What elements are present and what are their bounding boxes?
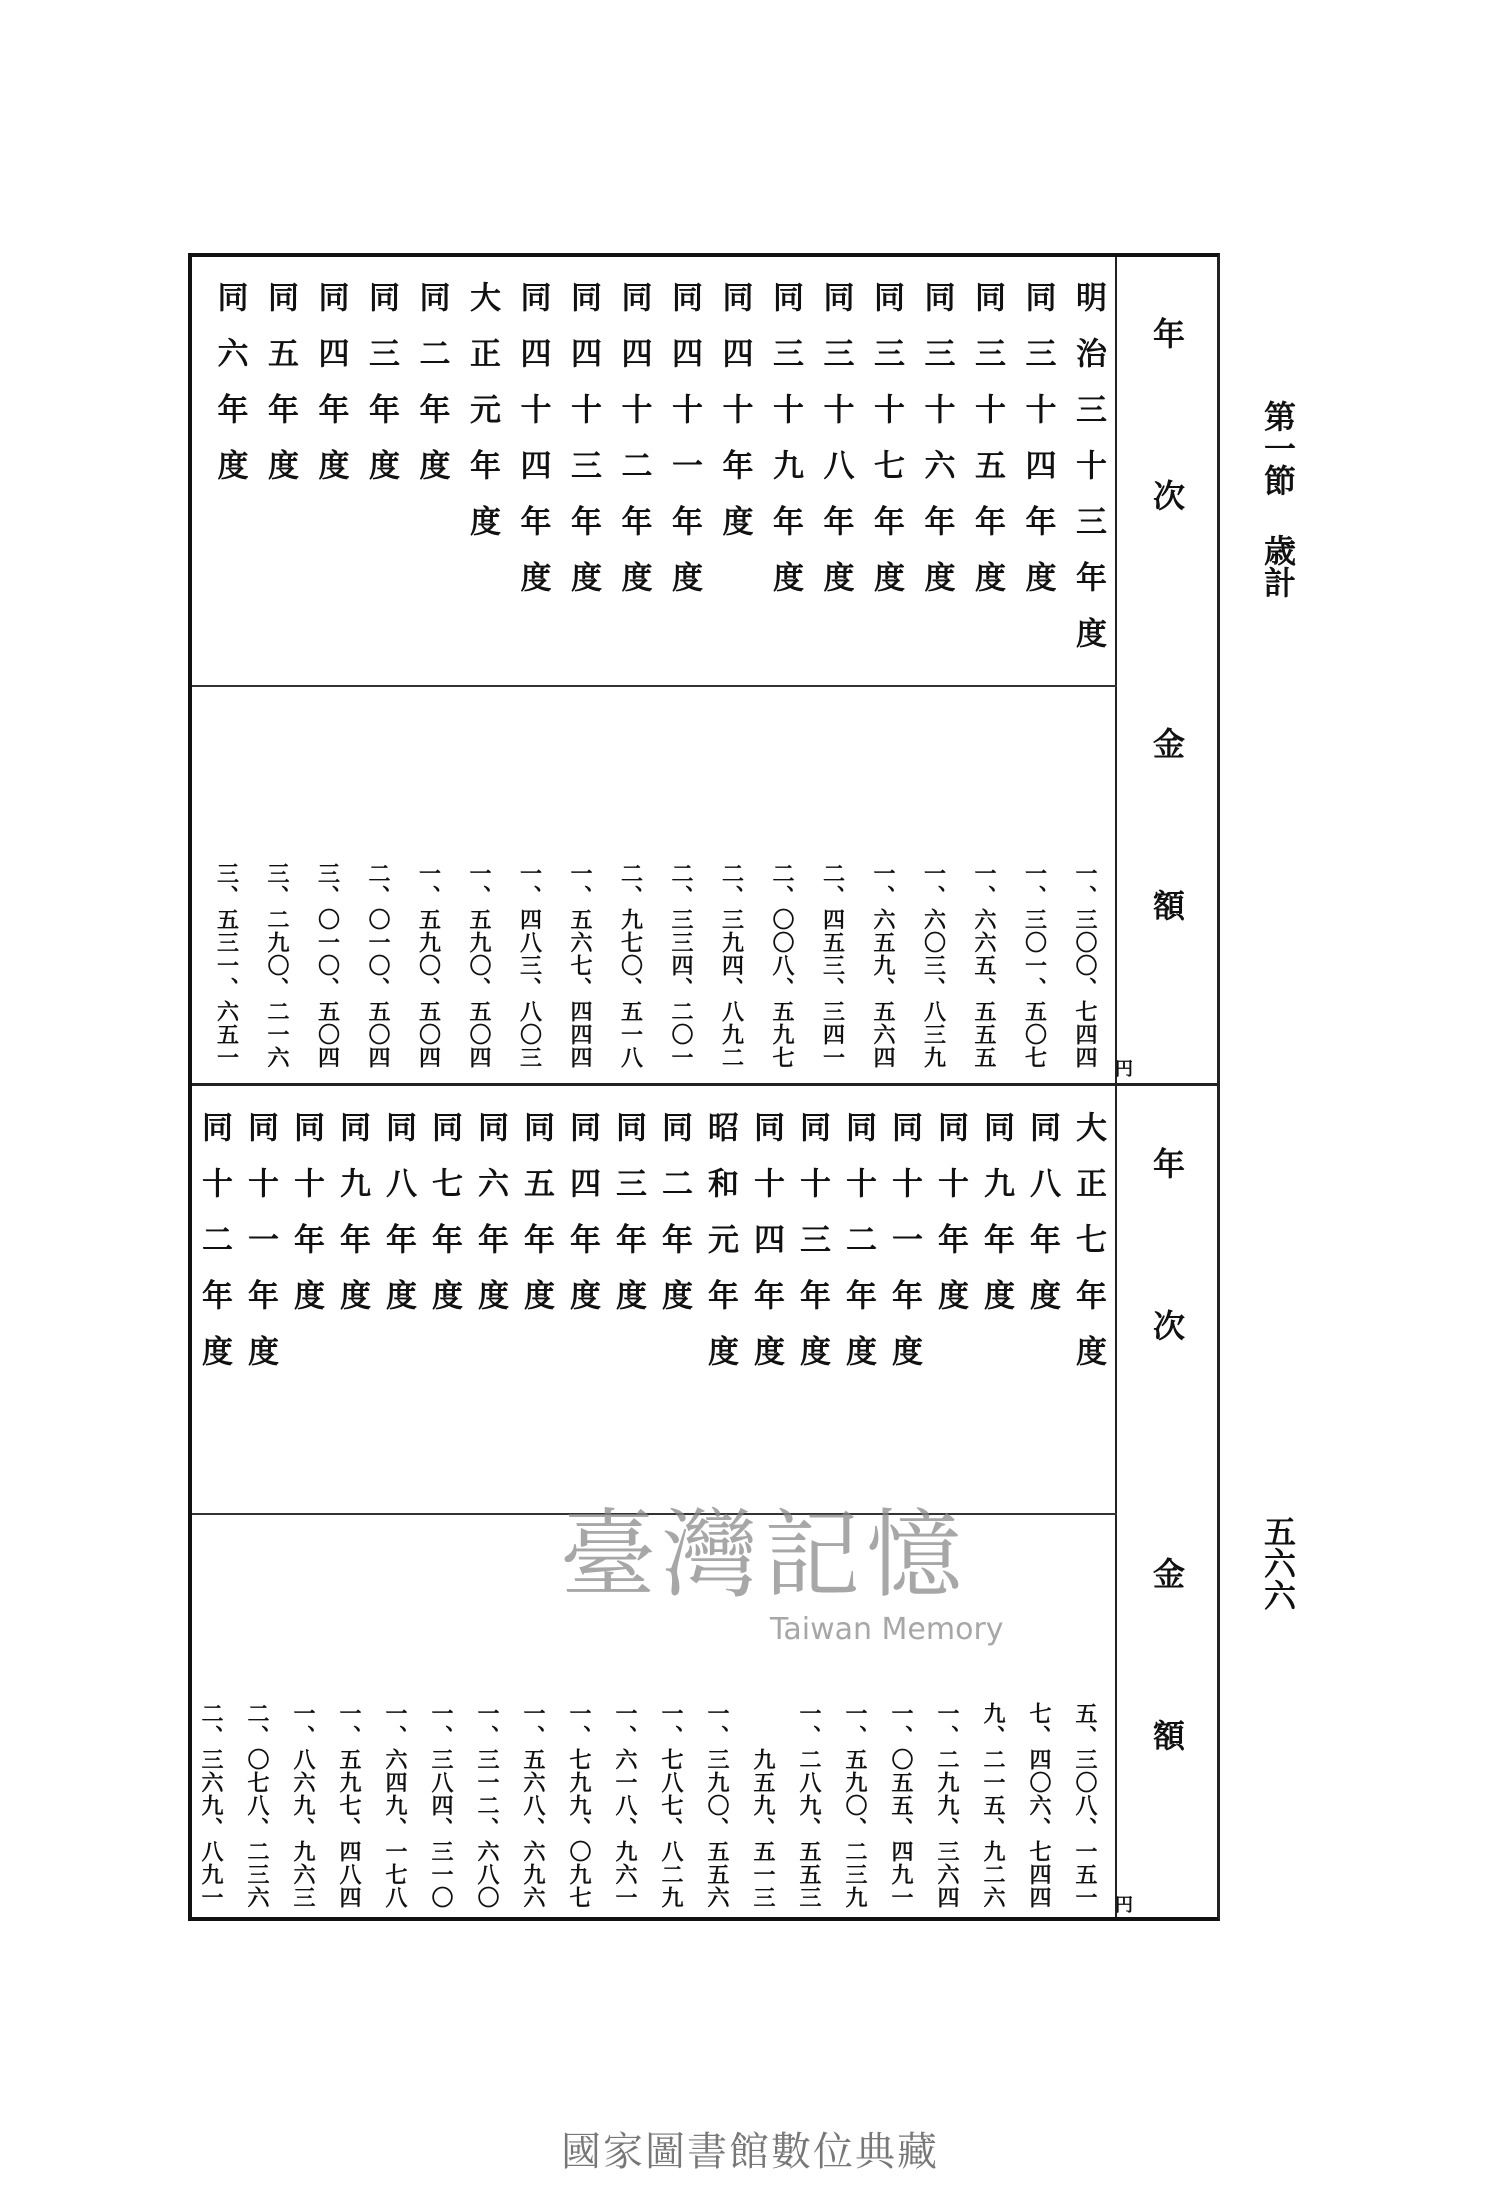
amount-cell: 一、六五九、五六四 xyxy=(870,862,896,1069)
watermark-cn: 臺灣記憶 xyxy=(560,1499,968,1611)
amount-cell: 一、三八四、三一〇 xyxy=(428,1702,454,1909)
amount-cell: 一、五九七、四八四 xyxy=(336,1702,362,1909)
amount-cell: 二、三三四、二〇一 xyxy=(668,862,694,1069)
year-cell: 同四十四年度 xyxy=(514,281,551,617)
year-cell: 同九年度 xyxy=(978,1111,1014,1335)
page-number: 五六六 xyxy=(1259,1515,1297,1611)
amount-cell: 二、〇一〇、五〇四 xyxy=(365,862,391,1069)
year-cell: 同八年度 xyxy=(1024,1111,1060,1335)
year-cell: 同八年度 xyxy=(380,1111,416,1335)
year-cell: 同十三年度 xyxy=(794,1111,830,1391)
year-cell: 同四十二年度 xyxy=(615,281,652,617)
amount-cell: 三、二九〇、二一六 xyxy=(264,862,290,1069)
amount-cell: 一、五六八、六九六 xyxy=(520,1702,546,1909)
year-cell: 大正七年度 xyxy=(1070,1111,1106,1391)
year-cell: 大正元年度 xyxy=(464,281,500,561)
header-amount-label: 金額 xyxy=(1148,727,1186,1051)
amount-cell: 二、九七〇、五一八 xyxy=(617,862,644,1069)
year-cell: 同十年度 xyxy=(288,1111,324,1335)
header-year-label: 年次 xyxy=(1148,1147,1186,1471)
header-amount-bottom xyxy=(1117,1557,1217,1881)
year-cell: 同三十四年度 xyxy=(1019,281,1056,617)
amount-cell: 一、六六五、五五五 xyxy=(971,862,997,1069)
amount-cell: 一、二八九、五五三 xyxy=(796,1702,822,1909)
amount-cell: 一、六〇三、八三九 xyxy=(920,862,947,1069)
year-cell: 同二年度 xyxy=(413,281,450,505)
header-year-label: 年次 xyxy=(1148,317,1186,641)
amount-cell: 二、四五三、三四一 xyxy=(819,862,846,1069)
year-cell: 同四十三年度 xyxy=(565,281,601,617)
amount-cell: 三、〇一〇、五〇四 xyxy=(314,862,341,1069)
amount-cell: 九、二一五、九二六 xyxy=(980,1702,1006,1909)
amount-cell: 九五九、五一三 xyxy=(750,1748,776,1909)
amount-cell: 五、三〇八、一五一 xyxy=(1072,1702,1098,1909)
amount-cell: 一、三〇一、五〇七 xyxy=(1021,862,1048,1069)
year-cell: 同四年度 xyxy=(312,281,349,505)
amount-cell: 一、五九〇、五〇四 xyxy=(415,862,442,1069)
amount-cell: 一、三一二、六八〇 xyxy=(474,1702,500,1909)
amount-cell: 一、六四九、一七八 xyxy=(382,1702,408,1909)
footer-credit: 國家圖書館數位典藏 xyxy=(561,2129,939,2175)
amount-cell: 一、八六九、九六三 xyxy=(290,1702,316,1909)
year-cell: 同三年度 xyxy=(610,1111,646,1335)
watermark xyxy=(560,1500,1004,1650)
header-amount-top xyxy=(1117,727,1217,1051)
section-title: 第一節 歳計 xyxy=(1259,400,1297,598)
year-cell: 同五年度 xyxy=(262,281,298,505)
amount-cell: 二、〇〇八、五九七 xyxy=(769,862,795,1069)
header-year-bottom xyxy=(1117,1147,1217,1471)
year-cell: 同三十九年度 xyxy=(767,281,803,617)
amount-cell: 一、七九九、〇九七 xyxy=(566,1702,592,1909)
year-cell: 同四十年度 xyxy=(716,281,753,561)
yen-unit-bottom: 円 xyxy=(1115,1895,1133,1916)
header-amount-label: 金額 xyxy=(1148,1557,1186,1881)
amount-cell: 二、〇七八、二三六 xyxy=(244,1702,270,1909)
year-cell: 同二年度 xyxy=(656,1111,692,1335)
year-cell: 同十年度 xyxy=(932,1111,968,1335)
year-cell: 同三十五年度 xyxy=(969,281,1005,617)
year-cell: 同十一年度 xyxy=(242,1111,278,1391)
amount-cell: 一、五六七、四四四 xyxy=(567,862,593,1069)
amount-cell: 一、五九〇、五〇四 xyxy=(466,862,492,1069)
year-cell: 同四十一年度 xyxy=(666,281,702,617)
amount-cell: 一、三〇〇、七四四 xyxy=(1072,862,1098,1069)
year-cell: 昭和元年度 xyxy=(702,1111,738,1391)
section-divider xyxy=(192,1083,1217,1086)
year-cell: 同七年度 xyxy=(426,1111,462,1335)
amount-cell: 一、七八七、八二九 xyxy=(658,1702,684,1909)
amount-cell: 二、三九四、八九二 xyxy=(718,862,745,1069)
year-cell: 同九年度 xyxy=(334,1111,370,1335)
year-cell: 同十二年度 xyxy=(196,1111,232,1391)
year-cell: 同十四年度 xyxy=(748,1111,784,1391)
revenue-table xyxy=(188,253,1220,1921)
year-cell: 同三十七年度 xyxy=(868,281,904,617)
year-cell: 同四年度 xyxy=(564,1111,600,1335)
amount-cell: 一、六一八、九六一 xyxy=(612,1702,638,1909)
amount-cell: 七、四〇六、七四四 xyxy=(1026,1702,1052,1909)
amount-cell: 一、〇五五、四九一 xyxy=(888,1702,914,1909)
year-cell: 同三十六年度 xyxy=(918,281,955,617)
watermark-en: Taiwan Memory xyxy=(770,1612,1004,1647)
year-amount-divider-top xyxy=(192,685,1117,687)
amount-cell: 一、五九〇、二三九 xyxy=(842,1702,868,1909)
year-cell: 同六年度 xyxy=(211,281,248,505)
header-column xyxy=(1115,257,1217,1917)
year-cell: 同三十八年度 xyxy=(817,281,854,617)
yen-unit-top: 円 xyxy=(1115,1059,1133,1080)
year-cell: 同十一年度 xyxy=(886,1111,922,1391)
header-year-top xyxy=(1117,317,1217,641)
amount-cell: 三、五三一、六五一 xyxy=(213,862,240,1069)
year-cell: 同十二年度 xyxy=(840,1111,876,1391)
amount-cell: 二、三六九、八九一 xyxy=(198,1702,224,1909)
year-cell: 同六年度 xyxy=(472,1111,508,1335)
year-cell: 明治三十三年度 xyxy=(1070,281,1106,673)
amount-cell: 一、三九〇、五五六 xyxy=(704,1702,730,1909)
amount-cell: 一、二九九、三六四 xyxy=(934,1702,960,1909)
amount-cell: 一、四八三、八〇三 xyxy=(516,862,543,1069)
year-cell: 同三年度 xyxy=(363,281,399,505)
year-cell: 同五年度 xyxy=(518,1111,554,1335)
